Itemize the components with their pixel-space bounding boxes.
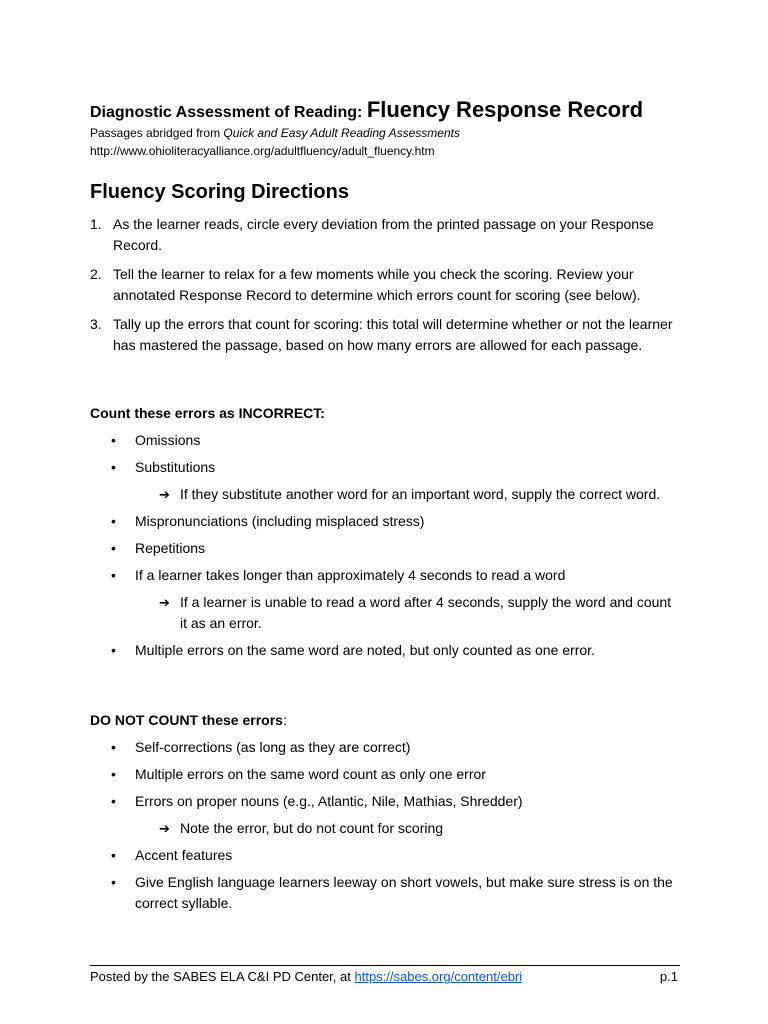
step-text: Tell the learner to relax for a few moments while you check the scoring. Review your annotated Response Record to determine which errors count for scoring (see below).: [113, 266, 641, 303]
page-footer: [90, 968, 678, 986]
bullet-icon: •: [111, 739, 116, 755]
list-item: • Errors on proper nouns (e.g., Atlantic, Nile, Mathias, Shredder): [90, 791, 680, 812]
source-prefix: Passages abridged from: [90, 126, 224, 140]
step-item: [90, 264, 680, 306]
bullet-icon: •: [111, 793, 116, 809]
list-item: • Multiple errors on the same word are noted, but only counted as one error.: [90, 640, 680, 661]
bullet-icon: •: [111, 432, 116, 448]
section-heading: Fluency Scoring Directions: [90, 181, 349, 203]
step-number: 3.: [90, 316, 102, 332]
not-count-section: [90, 710, 680, 914]
list-item: • Give English language learners leeway on short vowels, but make sure stress is on the correct syllable.: [111, 874, 673, 911]
arrow-right-icon: ➔: [159, 595, 170, 610]
list-item: • Accent features: [90, 845, 680, 866]
note-item: ➔ Note the error, but do not count for scoring: [90, 818, 680, 839]
step-item: [90, 314, 680, 356]
document-title: [90, 97, 643, 123]
step-number: 2.: [90, 266, 102, 282]
bullet-icon: •: [111, 874, 116, 890]
list-item: • Substitutions: [90, 457, 680, 478]
incorrect-list-end: [90, 640, 680, 661]
not-count-list: [90, 737, 680, 812]
incorrect-list: [90, 430, 680, 478]
bullet-icon: •: [111, 642, 116, 658]
list-item: • Multiple errors on the same word count as only one error: [90, 764, 680, 785]
bullet-icon: •: [111, 766, 116, 782]
title-main: Fluency Response Record: [366, 97, 644, 122]
footer-link[interactable]: https://sabes.org/content/ebri: [354, 969, 523, 984]
not-count-list-end: [90, 845, 680, 914]
page-number: p.1: [659, 969, 678, 984]
footer-divider: [90, 965, 680, 966]
list-item: • If a learner takes longer than approximately 4 seconds to read a word: [90, 565, 680, 586]
bullet-icon: •: [111, 567, 116, 583]
bullet-icon: •: [111, 847, 116, 863]
note-item: ➔ If a learner is unable to read a word after 4 seconds, supply the word and count it as an error.: [159, 594, 672, 631]
step-text: As the learner reads, circle every deviation from the printed passage on your Response Record.: [113, 216, 654, 253]
step-number: 1.: [90, 216, 102, 232]
note-item: ➔ If they substitute another word for an important word, supply the correct word.: [90, 484, 680, 505]
incorrect-section: [90, 403, 680, 661]
title-lead: Diagnostic Assessment of Reading:: [90, 104, 363, 121]
bullet-icon: •: [111, 459, 116, 475]
source-title: Quick and Easy Adult Reading Assessments: [223, 126, 460, 140]
arrow-right-icon: ➔: [159, 821, 170, 836]
not-count-heading: DO NOT COUNT these errors:: [90, 712, 287, 728]
step-text: Tally up the errors that count for scoring: this total will determine whether or not the learner has mastered the passage, based on how many errors are allowed for each passage.: [113, 316, 673, 353]
list-item: • Self-corrections (as long as they are correct): [90, 737, 680, 758]
bullet-icon: •: [111, 540, 116, 556]
list-item: • Omissions: [90, 430, 680, 451]
bullet-icon: •: [111, 513, 116, 529]
source-line: [90, 125, 460, 141]
list-item: • Repetitions: [90, 538, 680, 559]
footer-text: Posted by the SABES ELA C&I PD Center, at: [90, 969, 355, 984]
source-url: http://www.ohioliteracyalliance.org/adultfluency/adult_fluency.htm: [90, 144, 435, 158]
steps-list: [90, 214, 680, 364]
step-item: [90, 214, 680, 256]
arrow-right-icon: ➔: [159, 487, 170, 502]
incorrect-list-cont: [90, 511, 680, 586]
incorrect-heading: Count these errors as INCORRECT:: [90, 405, 325, 421]
list-item: • Mispronunciations (including misplaced stress): [90, 511, 680, 532]
